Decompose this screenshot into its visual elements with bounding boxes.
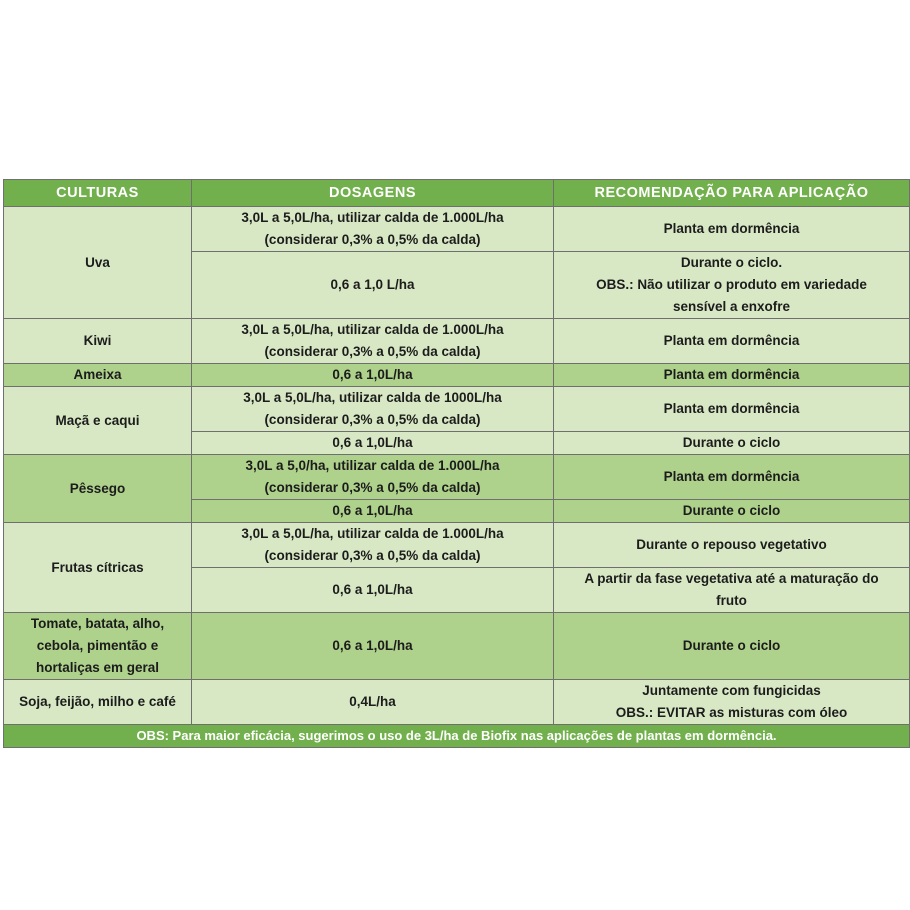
table-row: [4, 387, 910, 432]
dose-line: (considerar 0,3% a 0,5% da calda): [264, 412, 481, 427]
dose-cell: 0,6 a 1,0 L/ha: [192, 252, 554, 319]
dose-line: 3,0L a 5,0L/ha, utilizar calda de 1.000L/ha: [241, 322, 504, 337]
rec-cell: Durante o repouso vegetativo: [554, 523, 910, 568]
rec-cell: [554, 680, 910, 725]
rec-cell: Planta em dormência: [554, 387, 910, 432]
footer-note: OBS: Para maior eficácia, sugerimos o uso de 3L/ha de Biofix nas aplicações de plantas em dormência.: [4, 725, 910, 748]
dose-line: 3,0L a 5,0L/ha, utilizar calda de 1000L/ha: [243, 390, 502, 405]
rec-cell: [554, 252, 910, 319]
rec-cell: Planta em dormência: [554, 455, 910, 500]
dose-cell: 0,6 a 1,0L/ha: [192, 500, 554, 523]
dose-cell: [192, 207, 554, 252]
culture-line: hortaliças em geral: [35, 660, 160, 675]
rec-cell: Planta em dormência: [554, 207, 910, 252]
rec-line: Juntamente com fungicidas: [642, 683, 821, 698]
culture-kiwi: Kiwi: [4, 319, 192, 364]
dose-line: (considerar 0,3% a 0,5% da calda): [264, 232, 481, 247]
rec-cell: Planta em dormência: [554, 364, 910, 387]
culture-maca: Maçã e caqui: [4, 387, 192, 455]
dose-cell: 0,6 a 1,0L/ha: [192, 568, 554, 613]
culture-ameixa: Ameixa: [4, 364, 192, 387]
dose-line: (considerar 0,3% a 0,5% da calda): [264, 548, 481, 563]
dose-cell: 0,6 a 1,0L/ha: [192, 432, 554, 455]
rec-line: fruto: [716, 593, 747, 608]
dose-line: 3,0L a 5,0/ha, utilizar calda de 1.000L/ha: [245, 458, 500, 473]
rec-line: OBS.: Não utilizar o produto em variedade: [596, 277, 867, 292]
culture-citricas: Frutas cítricas: [4, 523, 192, 613]
culture-line: Tomate, batata, alho,: [30, 616, 165, 631]
dose-cell: [192, 523, 554, 568]
culture-line: cebola, pimentão e: [36, 638, 159, 653]
table-row: [4, 455, 910, 500]
culture-hortalicas: [4, 613, 192, 680]
dose-line: 3,0L a 5,0L/ha, utilizar calda de 1.000L/ha: [241, 210, 504, 225]
rec-cell: Durante o ciclo: [554, 613, 910, 680]
rec-line: sensível a enxofre: [672, 299, 791, 314]
rec-cell: [554, 568, 910, 613]
dose-cell: 0,6 a 1,0L/ha: [192, 364, 554, 387]
culture-pessego: Pêssego: [4, 455, 192, 523]
header-row: [4, 180, 910, 207]
header-culturas: CULTURAS: [4, 180, 192, 207]
dose-line: 3,0L a 5,0L/ha, utilizar calda de 1.000L/ha: [241, 526, 504, 541]
dose-line: (considerar 0,3% a 0,5% da calda): [264, 480, 481, 495]
table-row: [4, 680, 910, 725]
dose-line: (considerar 0,3% a 0,5% da calda): [264, 344, 481, 359]
culture-soja: Soja, feijão, milho e café: [4, 680, 192, 725]
dose-cell: [192, 455, 554, 500]
dose-cell: [192, 319, 554, 364]
dose-cell: 0,4L/ha: [192, 680, 554, 725]
rec-cell: Durante o ciclo: [554, 432, 910, 455]
dosage-table: [3, 179, 910, 748]
table-row: [4, 364, 910, 387]
table-row: [4, 207, 910, 252]
rec-cell: Planta em dormência: [554, 319, 910, 364]
table-row: [4, 523, 910, 568]
dose-cell: [192, 387, 554, 432]
footer-row: [4, 725, 910, 748]
rec-line: Durante o ciclo.: [680, 255, 783, 270]
header-recomendacao: RECOMENDAÇÃO PARA APLICAÇÃO: [554, 180, 910, 207]
rec-cell: Durante o ciclo: [554, 500, 910, 523]
rec-line: OBS.: EVITAR as misturas com óleo: [615, 705, 848, 720]
table-row: [4, 319, 910, 364]
rec-line: A partir da fase vegetativa até a maturação do: [584, 571, 879, 586]
table-row: [4, 613, 910, 680]
header-dosagens: DOSAGENS: [192, 180, 554, 207]
dose-cell: 0,6 a 1,0L/ha: [192, 613, 554, 680]
culture-uva: Uva: [4, 207, 192, 319]
